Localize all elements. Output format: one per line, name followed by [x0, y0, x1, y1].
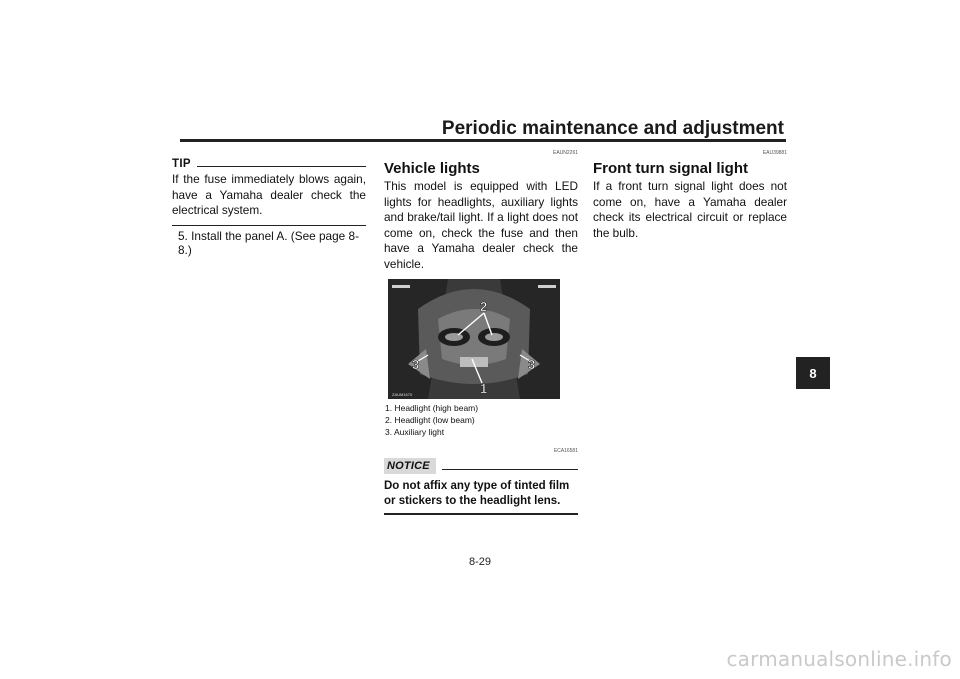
notice-bottom-rule — [384, 513, 578, 515]
page-header-title: Periodic maintenance and adjustment — [441, 118, 784, 139]
tip-text: If the fuse immediately blows again, have a Yamaha dealer check the electrical system. — [172, 172, 366, 218]
notice-header — [384, 458, 578, 474]
motorcycle-front-illustration — [388, 279, 560, 399]
notice-text: Do not affix any type of tinted film or stickers to the headlight lens. — [384, 479, 570, 507]
vehicle-lights-text: This model is equipped with LED lights for headlights, auxiliary lights and brake/tail light. If a light does not come on, check the fuse and then have a Yamaha dealer check the vehicle. — [384, 179, 578, 271]
watermark: carmanualsonline.info — [726, 647, 952, 671]
section-title-vehicle-lights: Vehicle lights — [384, 160, 480, 177]
front-turn-signal-text: If a front turn signal light does not come on, have a Yamaha dealer check its electrical circuit or replace the bulb. — [593, 179, 787, 240]
figure-label-3-left: 3 — [412, 356, 420, 372]
figure-label-1: 1 — [480, 380, 488, 396]
page-number: 8-29 — [468, 556, 492, 568]
notice-label: NOTICE — [384, 458, 436, 474]
header-rule — [180, 139, 786, 142]
section-title-front-turn-signal: Front turn signal light — [593, 160, 748, 177]
section-code: EAUN2261 — [552, 150, 578, 156]
figure-label-3-right: 3 — [528, 356, 536, 372]
notice-rule — [442, 469, 578, 470]
notice-code: ECA16581 — [553, 447, 578, 454]
chapter-tab: 8 — [796, 357, 830, 389]
tip-bottom-rule — [172, 225, 366, 226]
headlight-figure — [388, 279, 560, 399]
section-code: EAU39881 — [762, 150, 787, 156]
figure-label-2: 2 — [480, 298, 488, 314]
figure-code: ZAUM1670 — [392, 391, 413, 397]
tip-rule — [197, 166, 366, 167]
legend-item: 1. Headlight (high beam) — [385, 402, 479, 413]
step-5: 5. Install the panel A. (See page 8-8.) — [178, 228, 360, 257]
tip-label: TIP — [172, 158, 191, 170]
column-left — [172, 150, 366, 257]
tip-header — [172, 158, 366, 170]
figure-legend — [384, 402, 578, 438]
column-middle — [384, 150, 578, 515]
legend-item: 3. Auxiliary light — [385, 426, 445, 437]
column-right — [593, 150, 787, 241]
legend-item: 2. Headlight (low beam) — [385, 414, 475, 425]
